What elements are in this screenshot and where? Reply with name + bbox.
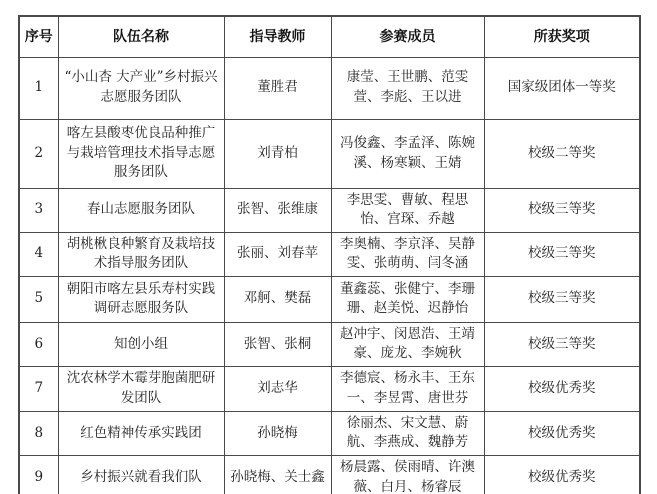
cell-no: 2 xyxy=(19,119,58,188)
header-team-name: 队伍名称 xyxy=(58,16,224,57)
table-row xyxy=(19,276,640,322)
cell-award: 校级三等奖 xyxy=(484,188,640,232)
cell-teacher: 刘志华 xyxy=(224,366,331,411)
cell-team: 沈农林学木霉芽胞菌肥研发团队 xyxy=(58,366,224,411)
award-results-table xyxy=(18,15,641,494)
cell-team: 乡村振兴就看我们队 xyxy=(58,456,224,494)
cell-team: 红色精神传承实践团 xyxy=(58,411,224,455)
cell-award: 国家级团体一等奖 xyxy=(484,57,640,119)
cell-members: 杨晨露、侯雨晴、许澳薇、白月、杨睿辰 xyxy=(331,456,484,494)
cell-award: 校级优秀奖 xyxy=(484,366,640,411)
cell-members: 徐丽杰、宋文慧、蔚航、李燕成、魏静芳 xyxy=(331,411,484,455)
cell-no: 8 xyxy=(19,411,58,455)
cell-teacher: 孙晓梅、关士鑫 xyxy=(224,456,331,494)
cell-teacher: 邓舸、樊磊 xyxy=(224,276,331,322)
cell-award: 校级优秀奖 xyxy=(484,456,640,494)
cell-teacher: 董胜君 xyxy=(224,57,331,119)
table-row xyxy=(19,366,640,411)
cell-members: 李德宸、杨永丰、王东一、李昱霄、唐世芬 xyxy=(331,366,484,411)
cell-teacher: 孙晓梅 xyxy=(224,411,331,455)
cell-team: 知创小组 xyxy=(58,322,224,366)
table-header-row xyxy=(19,16,640,57)
header-members: 参赛成员 xyxy=(331,16,484,57)
cell-members: 董鑫蕊、张健宁、李珊珊、赵美悦、迟静怡 xyxy=(331,276,484,322)
cell-no: 4 xyxy=(19,232,58,276)
cell-no: 9 xyxy=(19,456,58,494)
cell-team: 朝阳市喀左县乐寿村实践调研志愿服务队 xyxy=(58,276,224,322)
cell-teacher: 张丽、刘春苹 xyxy=(224,232,331,276)
cell-team: 喀左县酸枣优良品种推广与栽培管理技术指导志愿服务团队 xyxy=(58,119,224,188)
cell-no: 3 xyxy=(19,188,58,232)
cell-members: 冯俊鑫、李孟泽、陈婉溪、杨寒颖、王婧 xyxy=(331,119,484,188)
cell-team: 胡桃楸良种繁育及栽培技术指导服务团队 xyxy=(58,232,224,276)
header-no: 序号 xyxy=(19,16,58,57)
cell-award: 校级三等奖 xyxy=(484,322,640,366)
cell-award: 校级二等奖 xyxy=(484,119,640,188)
cell-no: 6 xyxy=(19,322,58,366)
table-row xyxy=(19,456,640,494)
table-row xyxy=(19,232,640,276)
table-row xyxy=(19,119,640,188)
cell-award: 校级三等奖 xyxy=(484,276,640,322)
cell-team: “小山杏 大产业”乡村振兴志愿服务团队 xyxy=(58,57,224,119)
cell-team: 春山志愿服务团队 xyxy=(58,188,224,232)
cell-teacher: 张智、张维康 xyxy=(224,188,331,232)
cell-members: 康莹、王世鹏、范雯萱、李彪、王以进 xyxy=(331,57,484,119)
cell-no: 1 xyxy=(19,57,58,119)
cell-teacher: 刘青柏 xyxy=(224,119,331,188)
cell-award: 校级优秀奖 xyxy=(484,411,640,455)
table-row xyxy=(19,322,640,366)
header-instructor: 指导教师 xyxy=(224,16,331,57)
cell-teacher: 张智、张桐 xyxy=(224,322,331,366)
table-row xyxy=(19,411,640,455)
table-row xyxy=(19,57,640,119)
cell-no: 5 xyxy=(19,276,58,322)
cell-members: 李奥楠、李京泽、吴静雯、张萌萌、闫冬涵 xyxy=(331,232,484,276)
cell-members: 赵冲宇、闵恩浩、王靖豪、庞龙、李婉秋 xyxy=(331,322,484,366)
cell-no: 7 xyxy=(19,366,58,411)
header-award: 所获奖项 xyxy=(484,16,640,57)
cell-award: 校级三等奖 xyxy=(484,232,640,276)
table-row xyxy=(19,188,640,232)
cell-members: 李思雯、曹敏、程思怡、宫琛、乔越 xyxy=(331,188,484,232)
